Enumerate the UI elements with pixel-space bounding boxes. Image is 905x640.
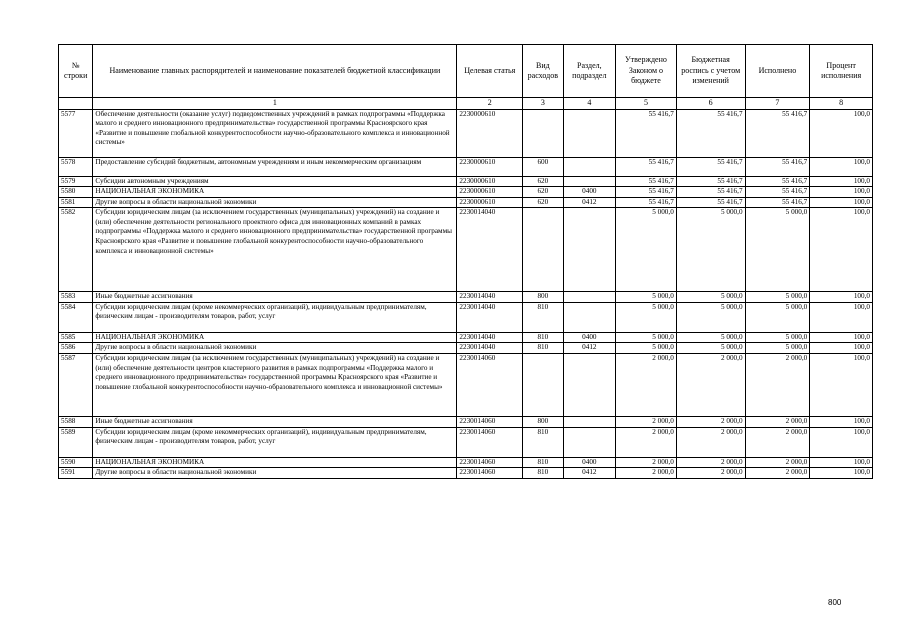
row-name: Субсидии автономным учреждениям [93, 176, 457, 187]
percent-executed: 100,0 [810, 457, 873, 468]
row-name: Другие вопросы в области национальной экономики [93, 197, 457, 208]
roster-amount: 5 000,0 [676, 343, 745, 354]
roster-amount: 2 000,0 [676, 457, 745, 468]
column-number-cell: 1 [93, 98, 457, 110]
executed-amount: 5 000,0 [745, 343, 810, 354]
row-number: 5582 [59, 208, 93, 292]
header-cell: Целевая статья [457, 45, 523, 98]
column-number-cell: 8 [810, 98, 873, 110]
executed-amount: 55 416,7 [745, 157, 810, 176]
target-article: 2230014040 [457, 302, 523, 332]
expense-type: 810 [523, 302, 563, 332]
row-number: 5584 [59, 302, 93, 332]
table-row [59, 354, 873, 417]
row-number: 5589 [59, 427, 93, 457]
percent-executed: 100,0 [810, 109, 873, 157]
expense-type: 620 [523, 176, 563, 187]
executed-amount: 2 000,0 [745, 417, 810, 428]
approved-amount: 5 000,0 [616, 292, 677, 303]
approved-amount: 55 416,7 [616, 197, 677, 208]
header-cell: Наименование главных распорядителей и наименование показателей бюджетной классификации [93, 45, 457, 98]
executed-amount: 55 416,7 [745, 176, 810, 187]
column-number-cell: 4 [563, 98, 616, 110]
table-row [59, 332, 873, 343]
approved-amount: 2 000,0 [616, 354, 677, 417]
expense-type: 600 [523, 157, 563, 176]
header-cell: Вид расходов [523, 45, 563, 98]
table-row [59, 427, 873, 457]
column-number-cell: 5 [616, 98, 677, 110]
approved-amount: 55 416,7 [616, 176, 677, 187]
approved-amount: 2 000,0 [616, 468, 677, 479]
approved-amount: 2 000,0 [616, 417, 677, 428]
target-article: 2230014060 [457, 354, 523, 417]
approved-amount: 5 000,0 [616, 332, 677, 343]
section-code: 0400 [563, 187, 616, 198]
roster-amount: 2 000,0 [676, 354, 745, 417]
percent-executed: 100,0 [810, 176, 873, 187]
row-name: Субсидии юридическим лицам (кроме некоммерческих организаций), индивидуальным предпринимателям, физическим лицам - производителям товаров, работ, услуг [93, 427, 457, 457]
percent-executed: 100,0 [810, 332, 873, 343]
roster-amount: 2 000,0 [676, 417, 745, 428]
row-number: 5578 [59, 157, 93, 176]
column-number-cell: 7 [745, 98, 810, 110]
expense-type: 810 [523, 468, 563, 479]
row-number: 5580 [59, 187, 93, 198]
roster-amount: 55 416,7 [676, 109, 745, 157]
expense-type [523, 208, 563, 292]
executed-amount: 55 416,7 [745, 109, 810, 157]
target-article: 2230014040 [457, 292, 523, 303]
target-article: 2230014040 [457, 343, 523, 354]
target-article: 2230000610 [457, 197, 523, 208]
executed-amount: 2 000,0 [745, 427, 810, 457]
approved-amount: 2 000,0 [616, 457, 677, 468]
row-number: 5587 [59, 354, 93, 417]
expense-type: 800 [523, 417, 563, 428]
expense-type: 810 [523, 427, 563, 457]
section-code: 0412 [563, 197, 616, 208]
section-code [563, 302, 616, 332]
expense-type: 800 [523, 292, 563, 303]
section-code [563, 354, 616, 417]
roster-amount: 2 000,0 [676, 468, 745, 479]
percent-executed: 100,0 [810, 427, 873, 457]
column-number-cell: 6 [676, 98, 745, 110]
percent-executed: 100,0 [810, 468, 873, 479]
section-code [563, 157, 616, 176]
target-article: 2230014060 [457, 427, 523, 457]
expense-type: 810 [523, 457, 563, 468]
header-cell: Исполнено [745, 45, 810, 98]
roster-amount: 2 000,0 [676, 427, 745, 457]
table-row [59, 187, 873, 198]
target-article: 2230000610 [457, 176, 523, 187]
row-name: НАЦИОНАЛЬНАЯ ЭКОНОМИКА [93, 332, 457, 343]
header-row [59, 45, 873, 98]
expense-type: 810 [523, 332, 563, 343]
row-name: Иные бюджетные ассигнования [93, 292, 457, 303]
section-code [563, 417, 616, 428]
target-article: 2230014060 [457, 417, 523, 428]
header-cell: № строки [59, 45, 93, 98]
row-name: Субсидии юридическим лицам (кроме некоммерческих организаций), индивидуальным предпринимателям, физическим лицам - производителям товаров, работ, услуг [93, 302, 457, 332]
header-cell: Процент исполнения [810, 45, 873, 98]
row-number: 5586 [59, 343, 93, 354]
roster-amount: 55 416,7 [676, 157, 745, 176]
roster-amount: 55 416,7 [676, 187, 745, 198]
row-name: Другие вопросы в области национальной экономики [93, 468, 457, 479]
approved-amount: 55 416,7 [616, 109, 677, 157]
approved-amount: 2 000,0 [616, 427, 677, 457]
executed-amount: 5 000,0 [745, 208, 810, 292]
table-row [59, 302, 873, 332]
executed-amount: 5 000,0 [745, 332, 810, 343]
target-article: 2230000610 [457, 187, 523, 198]
table-row [59, 457, 873, 468]
roster-amount: 55 416,7 [676, 197, 745, 208]
budget-table [58, 44, 873, 479]
column-number-cell: 3 [523, 98, 563, 110]
header-cell: Бюджетная роспись с учетом изменений [676, 45, 745, 98]
row-name: Иные бюджетные ассигнования [93, 417, 457, 428]
row-name: Субсидии юридическим лицам (за исключением государственных (муниципальных) учреждений) на создание и (или) обеспечение деятельности регионального проектного офиса для инновационных компаний в рамках подпрограммы «Поддержка малого и среднего инновационного предпринимательства» государственной программы Красноярского края «Развитие и повышение глобальной конкурентоспособности научно-образовательного комплекса и инновационной системы» [93, 208, 457, 292]
row-number: 5590 [59, 457, 93, 468]
table-row [59, 292, 873, 303]
table-row [59, 109, 873, 157]
header-cell: Раздел, подраздел [563, 45, 616, 98]
header-cell: Утверждено Законом о бюджете [616, 45, 677, 98]
roster-amount: 55 416,7 [676, 176, 745, 187]
expense-type: 810 [523, 343, 563, 354]
expense-type: 620 [523, 197, 563, 208]
row-number: 5579 [59, 176, 93, 187]
expense-type: 620 [523, 187, 563, 198]
target-article: 2230014060 [457, 468, 523, 479]
table-row [59, 343, 873, 354]
section-code [563, 427, 616, 457]
roster-amount: 5 000,0 [676, 332, 745, 343]
expense-type [523, 354, 563, 417]
table-row [59, 157, 873, 176]
row-number: 5588 [59, 417, 93, 428]
section-code: 0412 [563, 343, 616, 354]
table-row [59, 197, 873, 208]
roster-amount: 5 000,0 [676, 208, 745, 292]
row-name: Субсидии юридическим лицам (за исключением государственных (муниципальных) учреждений) на создание и (или) обеспечение деятельности центров кластерного развития в рамках подпрограммы «Поддержка малого и среднего инновационного предпринимательства» государственной программы Красноярского края «Развитие и повышение глобальной конкурентоспособности научно-образовательного комплекса и инновационной системы» [93, 354, 457, 417]
percent-executed: 100,0 [810, 417, 873, 428]
percent-executed: 100,0 [810, 187, 873, 198]
row-number: 5581 [59, 197, 93, 208]
row-number: 5591 [59, 468, 93, 479]
section-code [563, 208, 616, 292]
executed-amount: 5 000,0 [745, 292, 810, 303]
approved-amount: 5 000,0 [616, 302, 677, 332]
row-name: Другие вопросы в области национальной экономики [93, 343, 457, 354]
table-row [59, 208, 873, 292]
target-article: 2230014060 [457, 457, 523, 468]
executed-amount: 2 000,0 [745, 354, 810, 417]
row-number: 5585 [59, 332, 93, 343]
table-row [59, 417, 873, 428]
row-name: Обеспечение деятельности (оказание услуг) подведомственных учреждений в рамках подпрограммы «Поддержка малого и среднего инновационного предпринимательства» государственной программы Красноярского края «Развитие и повышение глобальной конкурентоспособности научно-образовательного комплекса и инновационной системы» [93, 109, 457, 157]
row-number: 5577 [59, 109, 93, 157]
section-code: 0400 [563, 332, 616, 343]
target-article: 2230014040 [457, 332, 523, 343]
percent-executed: 100,0 [810, 197, 873, 208]
page-number: 800 [828, 598, 842, 607]
executed-amount: 2 000,0 [745, 468, 810, 479]
percent-executed: 100,0 [810, 208, 873, 292]
executed-amount: 2 000,0 [745, 457, 810, 468]
column-number-cell [59, 98, 93, 110]
target-article: 2230000610 [457, 109, 523, 157]
roster-amount: 5 000,0 [676, 292, 745, 303]
approved-amount: 55 416,7 [616, 187, 677, 198]
target-article: 2230000610 [457, 157, 523, 176]
executed-amount: 55 416,7 [745, 197, 810, 208]
section-code [563, 109, 616, 157]
table-row [59, 176, 873, 187]
approved-amount: 55 416,7 [616, 157, 677, 176]
percent-executed: 100,0 [810, 343, 873, 354]
target-article: 2230014040 [457, 208, 523, 292]
section-code [563, 176, 616, 187]
table-body [59, 109, 873, 478]
percent-executed: 100,0 [810, 157, 873, 176]
approved-amount: 5 000,0 [616, 208, 677, 292]
roster-amount: 5 000,0 [676, 302, 745, 332]
section-code: 0412 [563, 468, 616, 479]
executed-amount: 55 416,7 [745, 187, 810, 198]
expense-type [523, 109, 563, 157]
executed-amount: 5 000,0 [745, 302, 810, 332]
percent-executed: 100,0 [810, 354, 873, 417]
percent-executed: 100,0 [810, 302, 873, 332]
table-row [59, 468, 873, 479]
approved-amount: 5 000,0 [616, 343, 677, 354]
row-name: НАЦИОНАЛЬНАЯ ЭКОНОМИКА [93, 457, 457, 468]
percent-executed: 100,0 [810, 292, 873, 303]
row-number: 5583 [59, 292, 93, 303]
row-name: НАЦИОНАЛЬНАЯ ЭКОНОМИКА [93, 187, 457, 198]
row-name: Предоставление субсидий бюджетным, автономным учреждениям и иным некоммерческим организациям [93, 157, 457, 176]
section-code [563, 292, 616, 303]
column-number-row [59, 98, 873, 110]
column-number-cell: 2 [457, 98, 523, 110]
section-code: 0400 [563, 457, 616, 468]
